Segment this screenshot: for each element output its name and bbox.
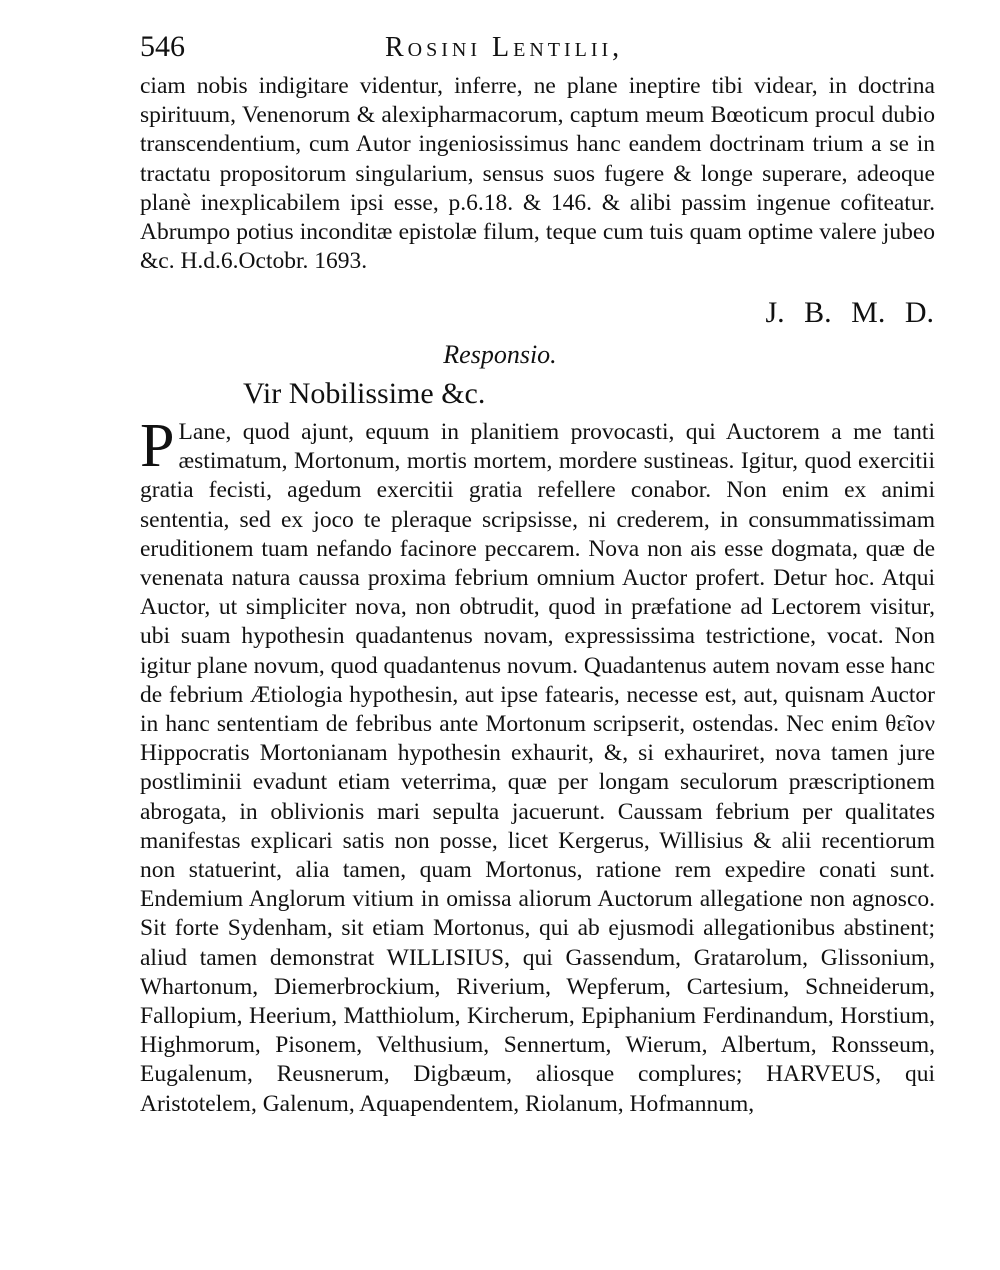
- running-head: Rosini Lentilii,: [385, 32, 624, 63]
- letter-closing-paragraph: ciam nobis indigitare videntur, inferre, ne plane ineptire tibi videar, in doctrina spirituum, Venenorum & alexipharmacorum, captum meum Bœoticum procul dubio transcendentium, cum Autor ingeniosissimus hanc eandem doctrinam trium a se in tractatu propositorum singularium, sensus suos fugere & longe superare, adeoque planè inexplicabilem ipsi esse, p.6.18. & 146. & alibi passim ingenue cofiteatur. Abrumpo potius inconditæ epistolæ filum, teque cum tuis quam optime valere jubeo &c. H.d.6.Octobr. 1693.: [140, 73, 935, 275]
- page-number: 546: [140, 30, 185, 63]
- signature: J. B. M. D.: [765, 296, 934, 329]
- response-text: Lane, quod ajunt, equum in planitiem provocasti, qui Auctorem a me tanti æstimatum, Mortonum, mortis mortem, mordere sustineas. Igitur, quod exercitii gratia fecisti, agedum exercitii gratia refellere conabor. Non enim ex animi sententia, sed ex joco te pleraque scripsisse, ni crederem, in consummatissimam eruditionem tuam nefando facinore peccarem. Nova non ais esse dogmata, quæ de venenata natura caussa proxima febrium omnium Auctor profert. Detur hoc. Atqui Auctor, ut simpliciter nova, non obtrudit, quod in præfatione ad Lectorem visitur, ubi suam hypothesin quadantenus novam, expressissima testrictione, vocat. Non igitur plane novum, quod quadantenus novum. Quadantenus autem novam esse hanc de febrium Ætiologia hypothesin, aut ipse fatearis, necesse est, aut, quisnam Auctor in hanc sententiam de febribus ante Mortonum scripserit, ostendas. Nec enim θεῖον Hippocratis Mortonianam hypothesin exhaurit, &, si exhauriret, nova tamen jure postliminii evadunt etiam veterrima, quæ per longam seculorum præscriptionem abrogata, in oblivionis mari sepulta jacuerunt. Caussam febrium per qualitates manifestas explicari satis non posse, licet Kergerus, Willisius & alii recentiorum non statuerint, alia tamen, quam Mortonus, ratione rem expedire conati sunt. Endemium Anglorum vitium in omissa aliorum Auctorum allegatione non agnosco. Sit forte Sydenham, sit etiam Mortonus, qui ab ejusmodi allegationibus abstinent; aliud tamen demonstrat WILLISIUS, qui Gassendum, Gratarolum, Glissonium, Whartonum, Diemerbrockium, Riverium, Wepferum, Cartesium, Schneiderum, Fallopium, Heerium, Matthiolum, Kircherum, Epiphanium Ferdinandum, Horstium, Highmorum, Pisonem, Velthusium, Sennertum, Wierum, Albertum, Ronsseum, Eugalenum, Reusnerum, Digbæum, aliosque complures; HARVEUS, qui Aristotelem, Galenum, Aquapendentem, Riolanum, Hofmannum,: [140, 419, 935, 1117]
- response-paragraph: [140, 412, 935, 1119]
- drop-cap: P: [140, 412, 175, 480]
- salutation: Vir Nobilissime &c.: [243, 377, 486, 410]
- page-header: [140, 30, 940, 74]
- response-heading: Responsio.: [443, 340, 557, 369]
